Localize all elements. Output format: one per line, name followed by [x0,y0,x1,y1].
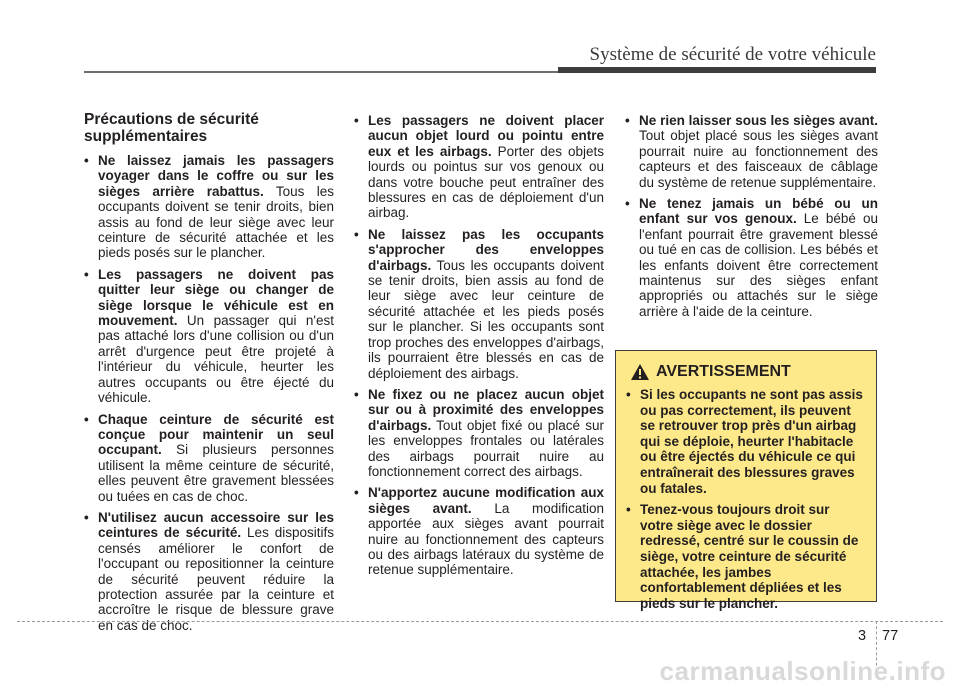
item-bold: Les passagers ne doivent pas quitter leur siège ou changer de siège lorsque le véhicule est en mouvement. [98,266,334,329]
list-item [84,153,334,261]
item-text: Le bébé ou l'enfant pourrait être gravement blessé ou tué en cas de collision. Les bébés et les enfants doivent être correctement maintenus sur des sièges enfant appropriés ou attachés sur le siège arrière à l'aide de la ceinture. [639,211,878,319]
item-text: La modification apportée aux sièges avant pourrait nuire au fonctionnement des capteurs ou des airbags latéraux du système de retenue supplémentaire. [368,500,605,578]
item-bold: Les passagers ne doivent placer aucun objet lourd ou pointu entre eux et les airbags. [368,113,604,159]
warning-item: • Tenez-vous toujours droit sur votre siège avec le dossier redressé, centré sur le coussin de siège, votre ceinture de sécurité attachée, les jambes confortablement dépliées et les pieds sur le plancher. [626,502,866,611]
list-item [84,510,334,633]
item-text: Les dispositifs censés améliorer le confort de l'occupant ou repositionner la ceinture de sécurité peuvent réduire la protection assurée par la ceinture et accroître le risque de blessure grave en cas de choc. [98,525,335,633]
item-text: Porter des objets lourds ou pointus sur vos genoux ou dans votre bouche peut entraîner des blessures en cas de déploiement d'un airbag. [368,143,604,221]
warning-list [626,387,866,611]
warning-box [615,350,877,611]
list-item [625,196,878,319]
list-item [625,113,878,190]
warning-item: • Si les occupants ne sont pas assis ou pas correctement, ils peuvent se retrouver trop près d'un airbag qui se déploie, heurter l'habitacle ou être éjectés du véhicule ce qui entraînerait des blessures graves ou fatales. [626,387,866,496]
watermark: carmanualsonline.info [659,656,946,686]
footer-rule [17,621,943,622]
warning-triangle-icon [630,363,650,381]
precautions-list [354,113,604,578]
list-item [354,387,604,479]
column-3 [625,113,878,325]
item-text: Tous les occupants doivent se tenir droits, bien assis au fond de leur siège avec leur ceinture de sécurité attachée et les pieds posés sur le plancher. [98,183,334,261]
list-item [354,227,604,381]
item-bold: Chaque ceinture de sécurité est conçue pour maintenir un seul occupant. [98,411,334,458]
item-text: Un passager qui n'est pas attaché lors d'une collision ou d'un arrêt d'urgence peut être projeté à l'intérieur du véhicule, heurter les autres occupants ou être éjecté du véhicule. [98,313,334,406]
item-bold: Ne rien laisser sous les sièges avant. [639,113,878,128]
item-text: Tous les occupants doivent se tenir droits, bien assis au fond de leur siège avec leur ceinture de sécurité attachée et les pieds posés sur le plancher. Si les occupants sont trop proches des enveloppes d'airbags, ils pourraient être blessés en cas de déploiement des airbags. [368,257,604,381]
column-1 [84,111,334,639]
column-2 [354,113,604,584]
list-item [84,412,334,504]
chapter-number: 3 [858,628,867,644]
item-bold: N'utilisez aucun accessoire sur les ceintures de sécurité. [98,509,334,541]
list-item [354,113,604,221]
item-bold: Ne laissez pas les occupants s'approcher des enveloppes d'airbags. [368,226,604,273]
header-title: Système de sécurité de votre véhicule [589,44,876,65]
item-bold: Ne laissez jamais les passagers voyager dans le coffre ou sur les sièges arrière rabattus. [98,153,334,199]
precautions-list [84,153,334,633]
page-number: 77 [882,628,899,644]
item-bold: Ne fixez ou ne placez aucun objet sur ou à proximité des enveloppes d'airbags. [368,386,604,433]
item-bold: Ne tenez jamais un bébé ou un enfant sur vos genoux. [639,196,878,227]
item-text: Tout objet placé sous les sièges avant pourrait nuire au fonctionnement des capteurs et des faisceaux de câblage du système de retenue supplémentaire. [639,128,878,190]
warning-title [630,363,866,381]
item-text: Si plusieurs personnes utilisent la même ceinture de sécurité, elles peuvent être gravement blessées ou tuées en cas de choc. [98,442,334,504]
header-rule-accent [558,67,876,73]
precautions-list [625,113,878,319]
section-heading: Précautions de sécurité supplémentaires [84,111,259,145]
warning-title-text: AVERTISSEMENT [656,363,791,380]
item-text: Tout objet fixé ou placé sur les enveloppes frontales ou latérales des airbags pourrait nuire au fonctionnement correct des airbags. [368,417,604,479]
list-item [84,267,334,406]
list-item [354,485,604,577]
item-bold: N'apportez aucune modification aux sièges avant. [368,485,604,516]
